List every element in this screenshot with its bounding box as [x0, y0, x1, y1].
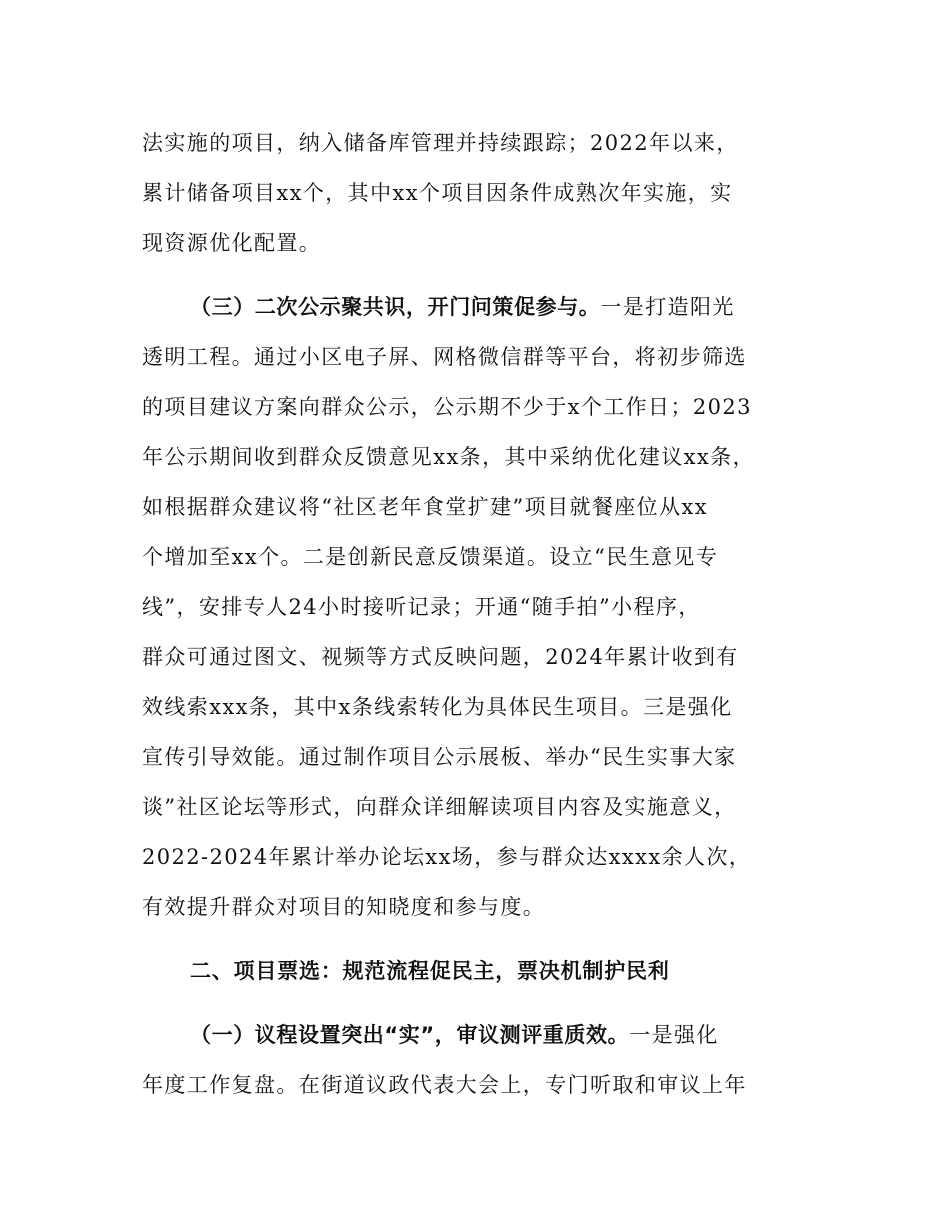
paragraph-line: 宣传引导效能。通过制作项目公示展板、举办“民生实事大家: [142, 745, 737, 769]
section-heading: 二、项目票选：规范流程促民主，票决机制护民利: [190, 959, 670, 983]
paragraph-line: 效线索xxx条，其中x条线索转化为具体民生项目。三是强化: [142, 695, 733, 719]
paragraph-line: 年公示期间收到群众反馈意见xx条，其中采纳优化建议xx条，: [142, 445, 755, 469]
paragraph-line: 现资源优化配置。: [142, 231, 322, 255]
subsection-heading: （一）议程设置突出“实”，审议测评重质效。: [190, 1023, 630, 1047]
paragraph-line: 的项目建议方案向群众公示，公示期不少于x个工作日；2023: [142, 395, 752, 419]
paragraph-line: 谈”社区论坛等形式，向群众详细解读项目内容及实施意义，: [142, 795, 737, 819]
paragraph-line: 法实施的项目，纳入储备库管理并持续跟踪；2022年以来，: [142, 131, 739, 155]
paragraph-text: 一是强化: [629, 1023, 719, 1047]
paragraph-first-line: [190, 292, 735, 322]
paragraph-line: 累计储备项目xx个，其中xx个项目因条件成熟次年实施，实: [142, 181, 733, 205]
subsection-heading: （三）二次公示聚共识，开门问策促参与。: [190, 295, 601, 319]
paragraph-line: 有效提升群众对项目的知晓度和参与度。: [142, 895, 546, 919]
paragraph-line: 线”，安排专人24小时接听记录；开通“随手拍”小程序，: [142, 595, 701, 619]
paragraph-line: 年度工作复盘。在街道议政代表大会上，专门听取和审议上年: [142, 1073, 747, 1097]
paragraph-text: 一是打造阳光: [600, 295, 735, 319]
paragraph-line: 如根据群众建议将“社区老年食堂扩建”项目就餐座位从xx: [142, 495, 708, 519]
paragraph-first-line: [190, 1020, 719, 1050]
paragraph-line: 透明工程。通过小区电子屏、网格微信群等平台，将初步筛选: [142, 345, 747, 369]
paragraph-line: 2022-2024年累计举办论坛xx场，参与群众达xxxx余人次，: [142, 845, 752, 869]
paragraph-line: 个增加至xx个。二是创新民意反馈渠道。设立“民生意见专: [142, 545, 719, 569]
paragraph-line: 群众可通过图文、视频等方式反映问题，2024年累计收到有: [142, 645, 739, 669]
